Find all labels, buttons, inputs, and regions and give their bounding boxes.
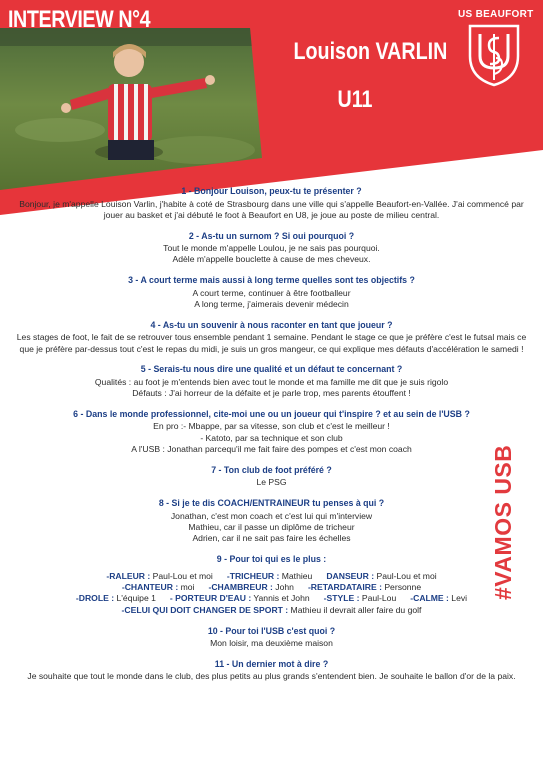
superlative-item: [227, 571, 312, 582]
superlative-row: [10, 605, 533, 616]
qa-block: [10, 186, 533, 221]
question-heading: 11 - Un dernier mot à dire ?: [214, 658, 329, 669]
superlative-label: -TRICHEUR :: [226, 570, 280, 581]
superlative-item: [326, 571, 436, 582]
superlative-label: - PORTEUR D'EAU :: [169, 593, 252, 604]
superlative-item: [208, 582, 293, 593]
question-heading: 4 - As-tu un souvenir à nous raconter en tant que joueur ?: [150, 319, 393, 330]
answer-text: Qualités : au foot je m'entends bien avec tout le monde et ma famille me dit que je suis rigolo: [94, 376, 449, 387]
question-heading: 10 - Pour toi l'USB c'est quoi ?: [207, 625, 336, 636]
superlative-label: -STYLE :: [323, 593, 360, 604]
question-heading: 3 - A court terme mais aussi à long terme quelles sont tes objectifs ?: [128, 275, 415, 286]
superlative-item: [324, 593, 397, 604]
superlative-value: Mathieu il devrait aller faire du golf: [288, 604, 422, 615]
answer-text: En pro :- Mbappe, par sa vitesse, son club et c'est le meilleur !: [153, 421, 390, 432]
superlative-label: -CHANTEUR :: [121, 581, 179, 592]
qa-block: [10, 409, 533, 455]
question-heading: 7 - Ton club de foot préféré ?: [211, 464, 332, 475]
usb-crest-icon: [466, 22, 522, 88]
qa-block: [10, 320, 533, 355]
question-heading: 5 - Serais-tu nous dire une qualité et un défaut te concernant ?: [140, 364, 403, 375]
qa-block-superlatives: [10, 554, 533, 616]
player-category: U11: [337, 86, 373, 113]
answer-text: Les stages de foot, le fait de se retrouver tous ensemble pendant 1 semaine. Pendant le stage ce que je préfère c'est le futsal mais ce que je préfère par-dessus tout c'est le repas du midi, je suis un gros mangeur, ce qui explique mes défauts d'accélération le samedi !: [16, 332, 527, 354]
superlative-row: [10, 582, 533, 593]
superlative-value: Levi: [448, 593, 468, 604]
superlative-value: Paul-Lou et moi: [374, 570, 437, 581]
superlative-value: Paul-Lou: [359, 593, 397, 604]
question-heading: 9 - Pour toi qui es le plus :: [216, 554, 327, 565]
header-banner: [0, 0, 543, 215]
superlative-value: John: [272, 581, 294, 592]
answer-text: Adrien, car il ne sait pas faire les échelles: [192, 533, 351, 544]
superlative-label: -DROLE :: [75, 593, 115, 604]
answer-text: Mon loisir, ma deuxième maison: [210, 638, 333, 649]
superlative-row: [10, 593, 533, 604]
qa-block: [10, 659, 533, 683]
superlative-item: [106, 571, 213, 582]
answer-text: Le PSG: [256, 477, 287, 488]
answer-text: Défauts : J'ai horreur de la défaite et je parle trop, mes parents étouffent !: [132, 388, 411, 399]
superlative-item: [410, 593, 467, 604]
superlative-label: -CALME :: [410, 593, 449, 604]
superlative-label: -RALEUR :: [106, 570, 151, 581]
qa-block: [10, 465, 533, 489]
superlative-label: -CHAMBREUR :: [208, 581, 273, 592]
answer-text: Tout le monde m'appelle Loulou, je ne sais pas pourquoi.: [163, 243, 380, 254]
answer-text: - Katoto, par sa technique et son club: [200, 432, 343, 443]
answer-text: A long terme, j'aimerais devenir médecin: [194, 298, 349, 309]
superlative-item: [76, 593, 156, 604]
superlative-row: [10, 571, 533, 582]
answer-text: Jonathan, c'est mon coach et c'est lui qui m'interview: [170, 510, 373, 521]
player-name: Louison VARLIN: [293, 38, 448, 65]
question-heading: 2 - As-tu un surnom ? Si oui pourquoi ?: [188, 230, 355, 241]
answer-text: Adèle m'appelle bouclette à cause de mes cheveux.: [172, 254, 371, 265]
club-name: US BEAUFORT: [458, 9, 534, 20]
vamos-hashtag: #VAMOS USB: [490, 444, 516, 600]
question-heading: 8 - Si je te dis COACH/ENTRAINEUR tu penses à qui ?: [158, 498, 385, 509]
superlative-value: Mathieu: [279, 570, 313, 581]
superlative-item: [122, 605, 422, 616]
superlative-item: [170, 593, 310, 604]
answer-text: Bonjour, je m'appelle Louison Varlin, j'habite à coté de Strasbourg dans une ville qui s'appelle Beaufort-en-Vallée. J'ai commencé par jouer au basket et j'ai débuté le foot à Beaufort en U8, je joue au poste de milieu central.: [19, 198, 524, 220]
question-heading: 6 - Dans le monde professionnel, cite-moi une ou un joueur qui t'inspire ? et au sein de l'USB ?: [73, 408, 470, 419]
superlative-item: [122, 582, 195, 593]
interview-title: INTERVIEW N°4: [8, 6, 151, 33]
qa-block: [10, 498, 533, 544]
answer-text: Mathieu, car il passe un diplôme de tricheur: [188, 521, 355, 532]
question-heading: 1 - Bonjour Louison, peux-tu te présenter ?: [181, 186, 362, 196]
answer-text: Je souhaite que tout le monde dans le club, des plus petits au plus grands s'entendent bien. Je souhaite le ballon d'or de la paix.: [27, 671, 516, 682]
superlative-value: Personne: [381, 581, 422, 592]
superlative-value: Yannis et John: [251, 593, 310, 604]
qa-block: [10, 626, 533, 650]
interview-content: [10, 186, 533, 692]
superlative-value: L'équipe 1: [114, 593, 156, 604]
superlative-item: [308, 582, 421, 593]
superlative-value: Paul-Lou et moi: [150, 570, 213, 581]
qa-block: [10, 275, 533, 310]
answer-text: A l'USB : Jonathan parcequ'il me fait faire des pompes et c'est mon coach: [131, 444, 412, 455]
superlative-label: DANSEUR :: [326, 570, 375, 581]
superlative-label: -CELUI QUI DOIT CHANGER DE SPORT :: [121, 604, 289, 615]
superlative-label: -RETARDATAIRE :: [307, 581, 382, 592]
superlative-value: moi: [178, 581, 195, 592]
qa-block: [10, 364, 533, 399]
qa-block: [10, 231, 533, 266]
answer-text: A court terme, continuer à être footballeur: [192, 287, 351, 298]
